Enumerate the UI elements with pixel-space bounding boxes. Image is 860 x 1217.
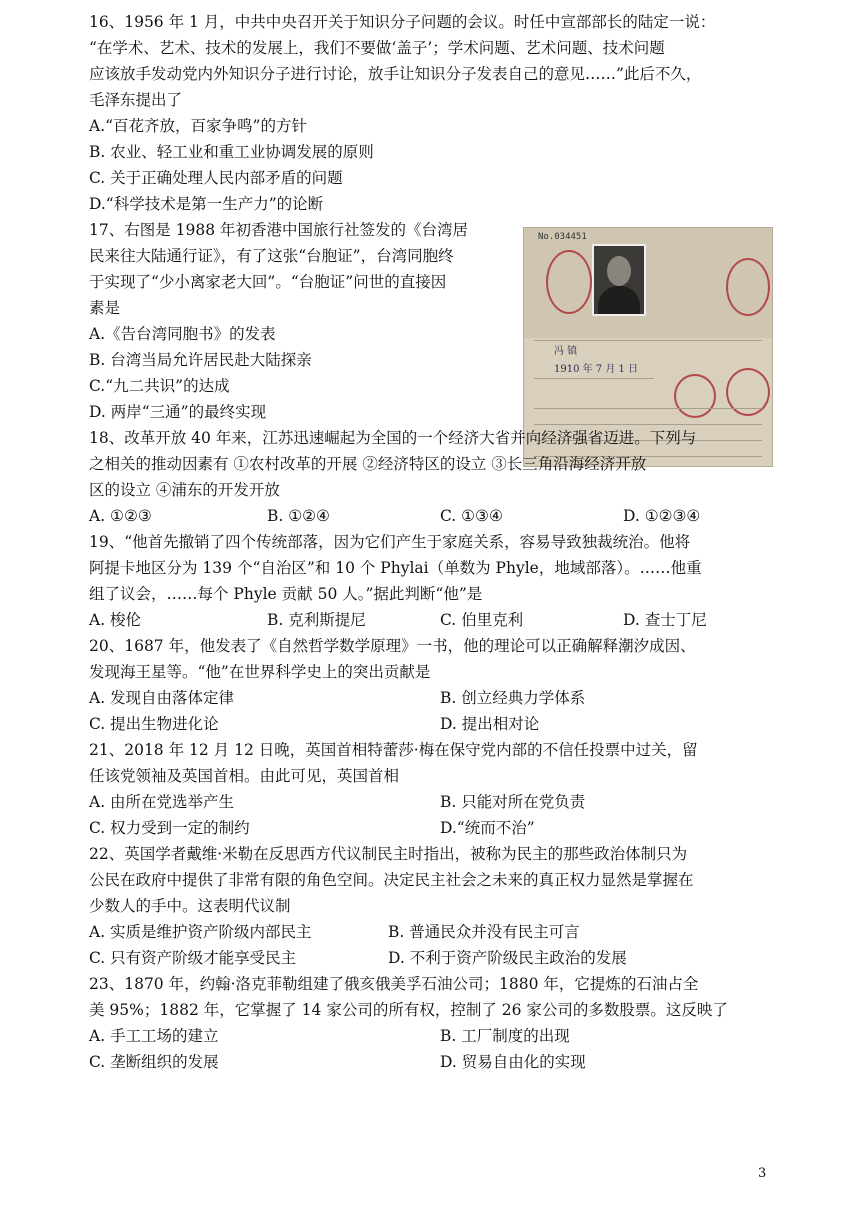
q19-option-c: C. 伯里克利: [440, 611, 524, 629]
q16-line-3: 应该放手发动党内外知识分子进行讨论，放手让知识分子发表自己的意见……”此后不久，: [89, 65, 702, 83]
q22-option-c: C. 只有资产阶级才能享受民主: [89, 949, 297, 967]
q18-line-3: 区的设立 ④浦东的开发开放: [89, 481, 280, 499]
q22-option-b: B. 普通民众并没有民主可言: [388, 923, 580, 941]
red-seal-stamp: [546, 250, 592, 314]
q21-option-b: B. 只能对所在党负责: [440, 793, 586, 811]
handwritten-date: 1910 年 7 月 1 日: [554, 364, 639, 375]
q20-option-b: B. 创立经典力学体系: [440, 689, 586, 707]
q22-option-d: D. 不利于资产阶级民主政治的发展: [388, 949, 627, 967]
q23-option-c: C. 垄断组织的发展: [89, 1053, 219, 1071]
red-seal-stamp: [726, 258, 770, 316]
q19-line-1: 19、“他首先撤销了四个传统部落，因为它们产生于家庭关系，容易导致独裁统治。他将: [89, 533, 691, 551]
q19-option-b: B. 克利斯提尼: [267, 611, 366, 629]
q23-option-b: B. 工厂制度的出现: [440, 1027, 570, 1045]
q22-line-1: 22、英国学者戴维·米勒在反思西方代议制民主时指出，被称为民主的那些政治体制只为: [89, 845, 688, 863]
q19-option-a: A. 梭伦: [89, 611, 142, 629]
page-number: 3: [758, 1166, 767, 1181]
q20-option-a: A. 发现自由落体定律: [89, 689, 235, 707]
q17-line-4: 素是: [89, 299, 121, 317]
form-rule: [534, 340, 762, 341]
q22-line-2: 公民在政府中提供了非常有限的角色空间。决定民主社会之未来的真正权力显然是掌握在: [89, 871, 694, 889]
q18-option-a: A. ①②③: [89, 507, 152, 525]
q21-option-c: C. 权力受到一定的制约: [89, 819, 250, 837]
q21-line-2: 任该党领袖及英国首相。由此可见，英国首相: [89, 767, 400, 785]
q17-line-1: 17、右图是 1988 年初香港中国旅行社签发的《台湾居: [89, 221, 469, 239]
q17-option-d: D. 两岸“三通”的最终实现: [89, 403, 267, 421]
q16-option-d: D.“科学技术是第一生产力”的论断: [89, 195, 324, 213]
q17-option-b: B. 台湾当局允许居民赴大陆探亲: [89, 351, 312, 369]
q17-option-c: C.“九二共识”的达成: [89, 377, 230, 395]
q18-line-2: 之相关的推动因素有 ①农村改革的开展 ②经济特区的设立 ③长三角沿海经济开放: [89, 455, 647, 473]
portrait-body: [598, 286, 640, 314]
permit-serial: No.034451: [538, 232, 587, 242]
q23-line-1: 23、1870 年，约翰·洛克菲勒组建了俄亥俄美孚石油公司；1880 年，它提炼的石油占全: [89, 975, 699, 993]
q18-option-d: D. ①②③④: [623, 507, 701, 525]
portrait-photo: [592, 244, 646, 316]
q16-line-1: 16、1956 年 1 月，中共中央召开关于知识分子问题的会议。时任中宣部部长的陆定一说：: [89, 13, 716, 31]
form-rule: [534, 408, 762, 409]
q17-line-3: 于实现了“少小离家老大回”。“台胞证”问世的直接因: [89, 273, 447, 291]
q20-line-2: 发现海王星等。“他”在世界科学史上的突出贡献是: [89, 663, 431, 681]
portrait-face: [607, 256, 631, 286]
q18-option-b: B. ①②④: [267, 507, 330, 525]
q18-line-1: 18、改革开放 40 年来，江苏迅速崛起为全国的一个经济大省并向经济强省迈进。下列与: [89, 429, 697, 447]
form-rule: [534, 378, 654, 379]
handwritten-name: 冯 镇: [554, 346, 578, 357]
q21-option-d: D.“统而不治”: [440, 819, 535, 837]
q19-option-d: D. 查士丁尼: [623, 611, 707, 629]
q23-option-d: D. 贸易自由化的实现: [440, 1053, 586, 1071]
q22-option-a: A. 实质是维护资产阶级内部民主: [89, 923, 312, 941]
q16-option-b: B. 农业、轻工业和重工业协调发展的原则: [89, 143, 374, 161]
q16-option-c: C. 关于正确处理人民内部矛盾的问题: [89, 169, 343, 187]
q23-option-a: A. 手工工场的建立: [89, 1027, 219, 1045]
q23-line-2: 美 95%；1882 年，它掌握了 14 家公司的所有权，控制了 26 家公司的多数股票。这反映了: [89, 1001, 728, 1019]
q18-option-c: C. ①③④: [440, 507, 503, 525]
q20-option-c: C. 提出生物进化论: [89, 715, 219, 733]
q17-line-2: 民来往大陆通行证》，有了这张“台胞证”，台湾同胞终: [89, 247, 454, 265]
q21-option-a: A. 由所在党选举产生: [89, 793, 235, 811]
q16-line-4: 毛泽东提出了: [89, 91, 183, 109]
q16-line-2: “在学术、艺术、技术的发展上，我们不要做‘盖子’；学术问题、艺术问题、技术问题: [89, 39, 665, 57]
q19-line-2: 阿提卡地区分为 139 个“自治区”和 10 个 Phylai（单数为 Phyle，地域部落）。……他重: [89, 559, 702, 577]
red-date-stamp: [674, 374, 716, 418]
q20-line-1: 20、1687 年，他发表了《自然哲学数学原理》一书，他的理论可以正确解释潮汐成因、: [89, 637, 696, 655]
q19-line-3: 组了议会，……每个 Phyle 贡献 50 人。”据此判断“他”是: [89, 585, 483, 603]
q17-option-a: A.《告台湾同胞书》的发表: [89, 325, 276, 343]
q21-line-1: 21、2018 年 12 月 12 日晚，英国首相特蕾莎·梅在保守党内部的不信任投票中过关，留: [89, 741, 698, 759]
q20-option-d: D. 提出相对论: [440, 715, 540, 733]
q22-line-3: 少数人的手中。这表明代议制: [89, 897, 291, 915]
q16-option-a: A.“百花齐放，百家争鸣”的方针: [89, 117, 307, 135]
